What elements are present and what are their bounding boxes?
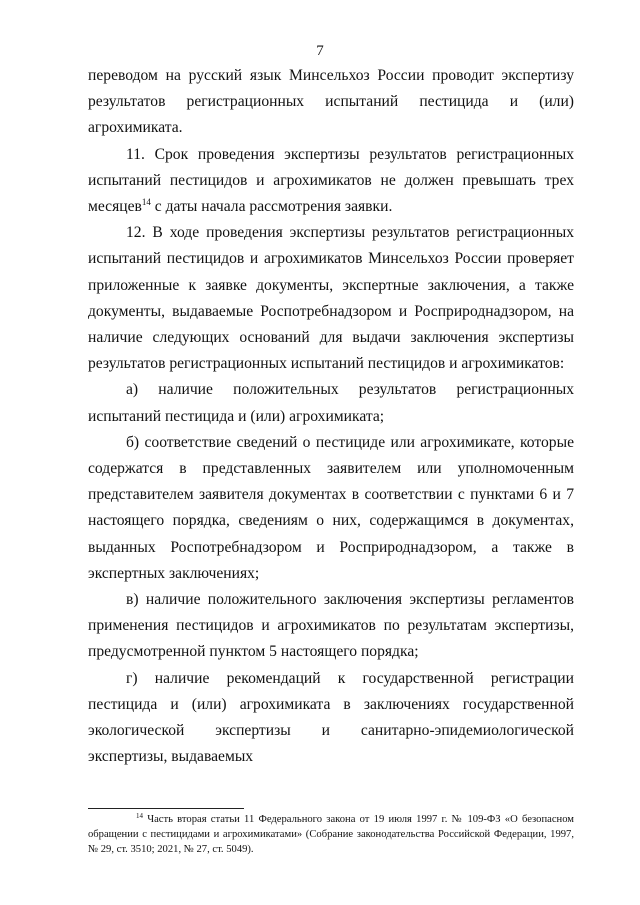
- list-item-b: б) соответствие сведений о пестициде или агрохимикате, которые содержатся в представленных заявителем или уполномоченным представителем заявителя документах в соответствии с пунктами 6 и 7 настоящего порядка, сведениям о них, содержащимся в документах, выданных Роспотребнадзором и Росприроднадзором, а также в экспертных заключениях;: [88, 433, 574, 582]
- footnote-marker: 14: [136, 812, 143, 820]
- page-number: 7: [316, 43, 324, 59]
- list-item-v: в) наличие положительного заключения экспертизы регламентов применения пестицидов и агрохимикатов по результатам экспертизы, предусмотренной пунктом 5 настоящего порядка;: [88, 591, 574, 661]
- paragraph-11-tail: с даты начала рассмотрения заявки.: [150, 198, 393, 216]
- footnote-text: Часть вторая статьи 11 Федерального закона от 19 июля 1997 г. № 109-ФЗ «О безопасном обращении с пестицидами и агрохимикатами» (Собрание законодательства Российской Федерации, 1997, № 29, ст. 3510; 2021, № 27, ст. 5049).: [88, 814, 574, 855]
- list-item-g: г) наличие рекомендаций к государственной регистрации пестицида и (или) агрохимиката в заключениях государственной экологической экспертизы и санитарно-эпидемиологической экспертизы, выдаваемых: [88, 669, 574, 766]
- footnote-divider: [88, 808, 244, 809]
- paragraph-11-text: 11. Срок проведения экспертизы результатов регистрационных испытаний пестицидов и агрохимикатов не должен превышать трех месяцев: [88, 145, 574, 216]
- paragraph-continuation: переводом на русский язык Минсельхоз России проводит экспертизу результатов регистрационных испытаний пестицида и (или) агрохимиката.: [88, 67, 574, 137]
- list-item-a: а) наличие положительных результатов регистрационных испытаний пестицида и (или) агрохимиката;: [88, 381, 574, 425]
- footnote: [88, 812, 574, 857]
- paragraph-12: 12. В ходе проведения экспертизы результатов регистрационных испытаний пестицидов и агрохимикатов Минсельхоз России проверяет приложенные к заявке документы, экспертные заключения, а также документы, выдаваемые Роспотребнадзором и Росприроднадзором, на наличие следующих оснований для выдачи заключения экспертизы результатов регистрационных испытаний пестицидов и агрохимикатов:: [88, 224, 574, 373]
- paragraph-11: [88, 142, 574, 221]
- document-body: [88, 63, 574, 770]
- footnote-reference: 14: [141, 197, 151, 208]
